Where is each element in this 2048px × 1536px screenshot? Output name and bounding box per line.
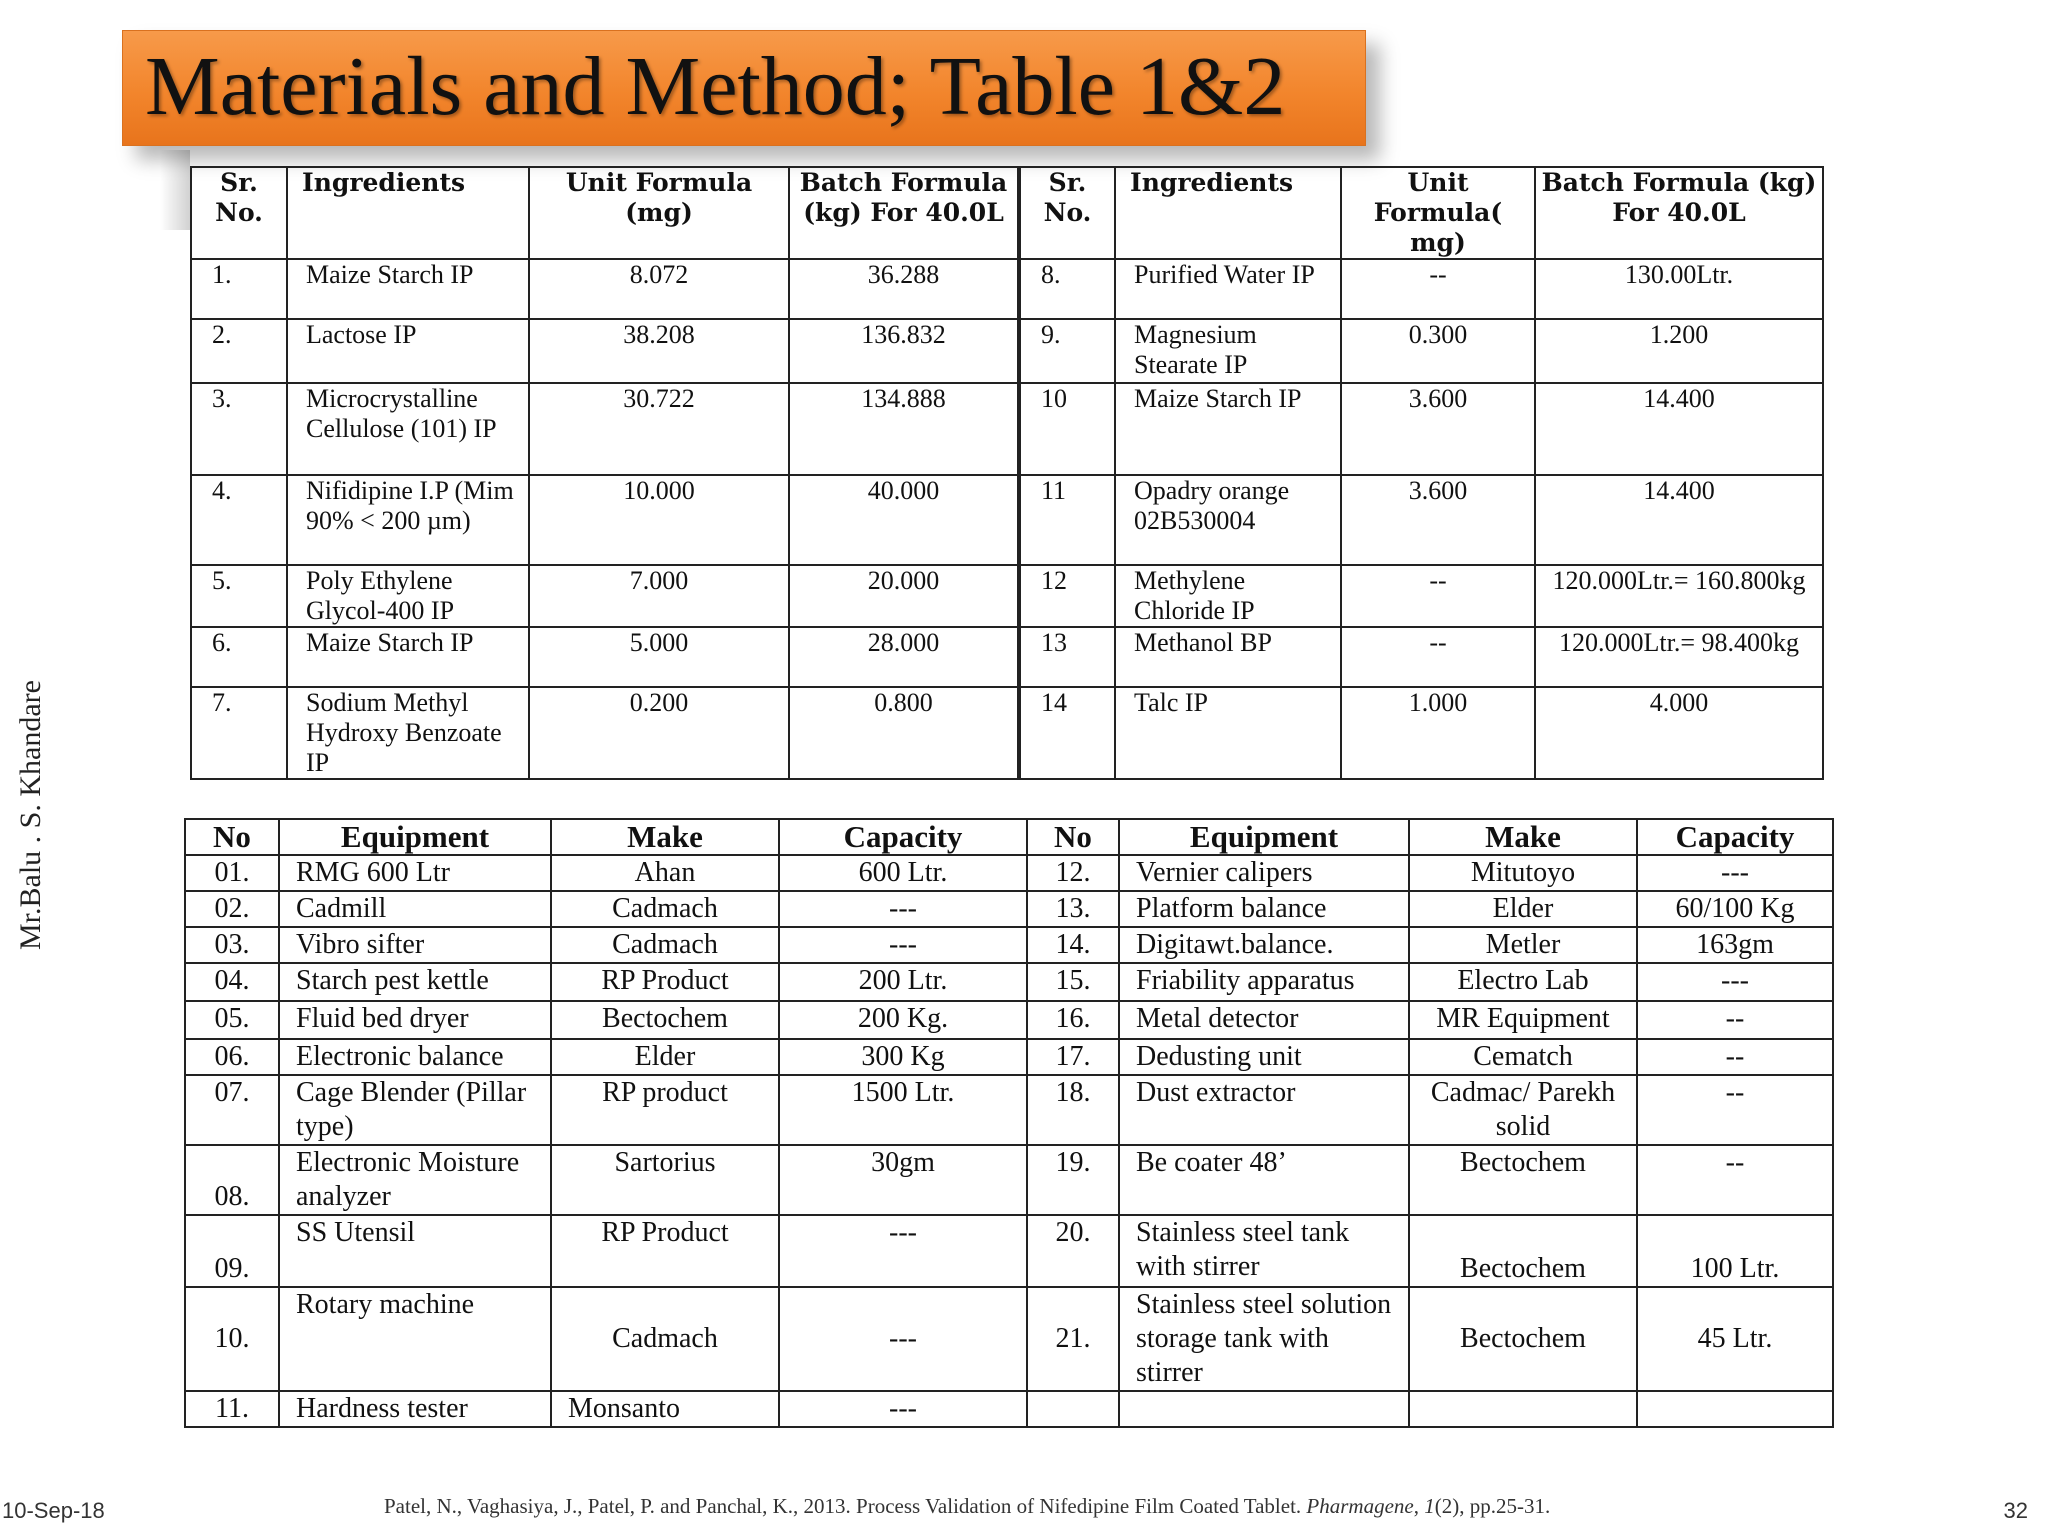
table-cell: 8.072 xyxy=(529,259,789,319)
table-cell: 38.208 xyxy=(529,319,789,383)
table-row xyxy=(191,565,1823,627)
table-cell: 30.722 xyxy=(529,383,789,475)
table-cell: 18. xyxy=(1027,1075,1119,1145)
table-cell: 3. xyxy=(191,383,287,475)
table-cell: 05. xyxy=(185,1001,279,1039)
table-cell: --- xyxy=(779,1215,1027,1287)
table-cell: Dedusting unit xyxy=(1119,1039,1409,1075)
table-cell: Digitawt.balance. xyxy=(1119,927,1409,963)
table-cell: Bectochem xyxy=(551,1001,779,1039)
table-cell: RP Product xyxy=(551,1215,779,1287)
table-cell: 06. xyxy=(185,1039,279,1075)
citation-comma: , xyxy=(1413,1494,1425,1518)
header-cell: No xyxy=(185,819,279,855)
table-cell: --- xyxy=(1637,855,1833,891)
table-cell: Opadry orange 02B530004 xyxy=(1115,475,1341,565)
table-row xyxy=(185,1287,1833,1391)
table-cell: 21. xyxy=(1027,1287,1119,1391)
table-cell: 6. xyxy=(191,627,287,687)
citation-journal: Pharmagene xyxy=(1306,1494,1414,1518)
table-cell: -- xyxy=(1637,1039,1833,1075)
content-shadow xyxy=(160,150,190,230)
table-cell: 1. xyxy=(191,259,287,319)
header-cell: Equipment xyxy=(279,819,551,855)
table-cell: 5.000 xyxy=(529,627,789,687)
table-row xyxy=(185,1145,1833,1215)
table-row xyxy=(191,475,1823,565)
table-cell: Lactose IP xyxy=(287,319,529,383)
table-cell: 07. xyxy=(185,1075,279,1145)
table-row xyxy=(185,1001,1833,1039)
header-cell: Capacity xyxy=(779,819,1027,855)
header-cell: Equipment xyxy=(1119,819,1409,855)
table-cell: Platform balance xyxy=(1119,891,1409,927)
table-cell: Talc IP xyxy=(1115,687,1341,779)
table-cell: 300 Kg xyxy=(779,1039,1027,1075)
table-header-row xyxy=(185,819,1833,855)
table-cell: Starch pest kettle xyxy=(279,963,551,1001)
table-cell: SS Utensil xyxy=(279,1215,551,1287)
table-cell: 9. xyxy=(1019,319,1115,383)
table-cell: 60/100 Kg xyxy=(1637,891,1833,927)
citation-issue: (2), pp.25-31. xyxy=(1434,1494,1551,1518)
table-cell: 01. xyxy=(185,855,279,891)
table-cell: -- xyxy=(1341,259,1535,319)
table-cell: 136.832 xyxy=(789,319,1019,383)
table-cell: --- xyxy=(779,891,1027,927)
table-cell: Electronic Moisture analyzer xyxy=(279,1145,551,1215)
header-cell: No xyxy=(1027,819,1119,855)
table-cell: 4.000 xyxy=(1535,687,1823,779)
table-cell: Cematch xyxy=(1409,1039,1637,1075)
table-cell: --- xyxy=(1637,963,1833,1001)
table-cell: Cadmach xyxy=(551,1287,779,1391)
table-header-row xyxy=(191,167,1823,259)
table-cell: 40.000 xyxy=(789,475,1019,565)
table-row xyxy=(185,1215,1833,1287)
table-cell: Sartorius xyxy=(551,1145,779,1215)
table-cell: Cadmill xyxy=(279,891,551,927)
table-cell: 200 Kg. xyxy=(779,1001,1027,1039)
table-cell xyxy=(1119,1391,1409,1427)
table-cell: 120.000Ltr.= 160.800kg xyxy=(1535,565,1823,627)
table-cell: Be coater 48’ xyxy=(1119,1145,1409,1215)
table-cell: -- xyxy=(1637,1145,1833,1215)
table-cell: 4. xyxy=(191,475,287,565)
table-cell: 120.000Ltr.= 98.400kg xyxy=(1535,627,1823,687)
table-cell: 36.288 xyxy=(789,259,1019,319)
table-cell: 14.400 xyxy=(1535,475,1823,565)
table-cell: 1.200 xyxy=(1535,319,1823,383)
table-cell: 12 xyxy=(1019,565,1115,627)
table-cell: 1.000 xyxy=(1341,687,1535,779)
table-row xyxy=(191,627,1823,687)
table-cell: Cage Blender (Pillar type) xyxy=(279,1075,551,1145)
table-cell: Vibro sifter xyxy=(279,927,551,963)
table-row xyxy=(185,891,1833,927)
table-cell: 17. xyxy=(1027,1039,1119,1075)
table-cell: --- xyxy=(779,1287,1027,1391)
table-cell xyxy=(1027,1391,1119,1427)
table-cell: 13. xyxy=(1027,891,1119,927)
table-cell xyxy=(1637,1391,1833,1427)
table-cell: Metler xyxy=(1409,927,1637,963)
table-cell: Bectochem xyxy=(1409,1145,1637,1215)
header-cell: Make xyxy=(551,819,779,855)
footer-citation xyxy=(384,1494,1550,1519)
table-cell: 20.000 xyxy=(789,565,1019,627)
author-side-label: Mr.Balu . S. Khandare xyxy=(14,680,47,950)
citation-text: Patel, N., Vaghasiya, J., Patel, P. and Panchal, K., 2013. Process Validation of Nifedipine Film Coated Tablet. xyxy=(384,1494,1307,1518)
table-cell: Cadmach xyxy=(551,891,779,927)
table-cell: Fluid bed dryer xyxy=(279,1001,551,1039)
table-cell: 2. xyxy=(191,319,287,383)
table-cell: 3.600 xyxy=(1341,475,1535,565)
table-cell: Mitutoyo xyxy=(1409,855,1637,891)
table-cell: Purified Water IP xyxy=(1115,259,1341,319)
table-cell: Magnesium Stearate IP xyxy=(1115,319,1341,383)
table-cell: 100 Ltr. xyxy=(1637,1215,1833,1287)
header-cell: Sr. No. xyxy=(1019,167,1115,259)
table-cell: --- xyxy=(779,1391,1027,1427)
table-row xyxy=(191,319,1823,383)
table-cell: 7.000 xyxy=(529,565,789,627)
table-cell: Methanol BP xyxy=(1115,627,1341,687)
table-cell: Monsanto xyxy=(551,1391,779,1427)
table-cell: 19. xyxy=(1027,1145,1119,1215)
table-cell: 10 xyxy=(1019,383,1115,475)
title-banner xyxy=(122,30,1366,146)
table-cell: 11. xyxy=(185,1391,279,1427)
table-cell: Elder xyxy=(551,1039,779,1075)
table-cell: Ahan xyxy=(551,855,779,891)
table-cell: -- xyxy=(1637,1075,1833,1145)
table-cell: 45 Ltr. xyxy=(1637,1287,1833,1391)
table-cell: 7. xyxy=(191,687,287,779)
header-cell: Batch Formula (kg) For 40.0L xyxy=(1535,167,1823,259)
table-row xyxy=(191,383,1823,475)
table-cell: Maize Starch IP xyxy=(287,627,529,687)
table-cell: 14 xyxy=(1019,687,1115,779)
table-cell xyxy=(1409,1391,1637,1427)
header-cell: Batch Formula (kg) For 40.0L xyxy=(789,167,1019,259)
citation-volume: 1 xyxy=(1424,1494,1435,1518)
table-cell: 14. xyxy=(1027,927,1119,963)
table-cell: 28.000 xyxy=(789,627,1019,687)
table-row xyxy=(191,687,1823,779)
table-cell: -- xyxy=(1637,1001,1833,1039)
table-row xyxy=(185,1391,1833,1427)
table-cell: -- xyxy=(1341,627,1535,687)
table-cell: 08. xyxy=(185,1145,279,1215)
table-cell: 600 Ltr. xyxy=(779,855,1027,891)
header-cell: Capacity xyxy=(1637,819,1833,855)
table-cell: Dust extractor xyxy=(1119,1075,1409,1145)
table-row xyxy=(185,855,1833,891)
table-cell: Metal detector xyxy=(1119,1001,1409,1039)
table-row xyxy=(185,1039,1833,1075)
table-cell: Maize Starch IP xyxy=(1115,383,1341,475)
page-number: 32 xyxy=(2003,1498,2028,1523)
ingredients-table xyxy=(190,166,1824,780)
table-cell: 20. xyxy=(1027,1215,1119,1287)
table-row xyxy=(185,927,1833,963)
table-cell: 10. xyxy=(185,1287,279,1391)
table-cell: Poly Ethylene Glycol-400 IP xyxy=(287,565,529,627)
table-cell: 8. xyxy=(1019,259,1115,319)
table-cell: 1500 Ltr. xyxy=(779,1075,1027,1145)
slide-title: Materials and Method; Table 1&2 xyxy=(145,40,1286,133)
table-cell: Friability apparatus xyxy=(1119,963,1409,1001)
table-cell: Nifidipine I.P (Mim 90% < 200 µm) xyxy=(287,475,529,565)
table-cell: 30gm xyxy=(779,1145,1027,1215)
table-cell: Vernier calipers xyxy=(1119,855,1409,891)
table-cell: 134.888 xyxy=(789,383,1019,475)
table-cell: 15. xyxy=(1027,963,1119,1001)
table-cell: 5. xyxy=(191,565,287,627)
table-cell: Elder xyxy=(1409,891,1637,927)
table-cell: 04. xyxy=(185,963,279,1001)
table-row xyxy=(185,963,1833,1001)
table-row xyxy=(191,259,1823,319)
table-cell: Electro Lab xyxy=(1409,963,1637,1001)
table-cell: 13 xyxy=(1019,627,1115,687)
table-cell: 11 xyxy=(1019,475,1115,565)
table-cell: Hardness tester xyxy=(279,1391,551,1427)
table-row xyxy=(185,1075,1833,1145)
header-cell: Unit Formula (mg) xyxy=(529,167,789,259)
equipment-table xyxy=(184,818,1834,1428)
header-cell: Ingredients xyxy=(1115,167,1341,259)
header-cell: Unit Formula( mg) xyxy=(1341,167,1535,259)
table-cell: 12. xyxy=(1027,855,1119,891)
table-cell: 10.000 xyxy=(529,475,789,565)
table-cell: 09. xyxy=(185,1215,279,1287)
table-cell: --- xyxy=(779,927,1027,963)
table-cell: Microcrystalline Cellulose (101) IP xyxy=(287,383,529,475)
table-cell: 200 Ltr. xyxy=(779,963,1027,1001)
table-cell: RP product xyxy=(551,1075,779,1145)
table-cell: Maize Starch IP xyxy=(287,259,529,319)
table-cell: RP Product xyxy=(551,963,779,1001)
table-cell: 02. xyxy=(185,891,279,927)
table-cell: 14.400 xyxy=(1535,383,1823,475)
header-cell: Make xyxy=(1409,819,1637,855)
footer-date: 10-Sep-18 xyxy=(2,1498,105,1523)
table-cell: Sodium Methyl Hydroxy Benzoate IP xyxy=(287,687,529,779)
table-cell: MR Equipment xyxy=(1409,1001,1637,1039)
table-cell: Bectochem xyxy=(1409,1287,1637,1391)
table-cell: Cadmach xyxy=(551,927,779,963)
table-cell: 163gm xyxy=(1637,927,1833,963)
table-cell: 130.00Ltr. xyxy=(1535,259,1823,319)
table-cell: 0.300 xyxy=(1341,319,1535,383)
table-cell: Stainless steel solution storage tank with stirrer xyxy=(1119,1287,1409,1391)
table-cell: -- xyxy=(1341,565,1535,627)
header-cell: Ingredients xyxy=(287,167,529,259)
table-cell: Rotary machine xyxy=(279,1287,551,1391)
table-cell: 0.800 xyxy=(789,687,1019,779)
table-cell: Bectochem xyxy=(1409,1215,1637,1287)
table-cell: Cadmac/ Parekh solid xyxy=(1409,1075,1637,1145)
table-cell: 3.600 xyxy=(1341,383,1535,475)
table-cell: 16. xyxy=(1027,1001,1119,1039)
table-cell: Electronic balance xyxy=(279,1039,551,1075)
table-cell: 0.200 xyxy=(529,687,789,779)
table-cell: Methylene Chloride IP xyxy=(1115,565,1341,627)
table-cell: RMG 600 Ltr xyxy=(279,855,551,891)
table-cell: 03. xyxy=(185,927,279,963)
table-cell: Stainless steel tank with stirrer xyxy=(1119,1215,1409,1287)
header-cell: Sr. No. xyxy=(191,167,287,259)
